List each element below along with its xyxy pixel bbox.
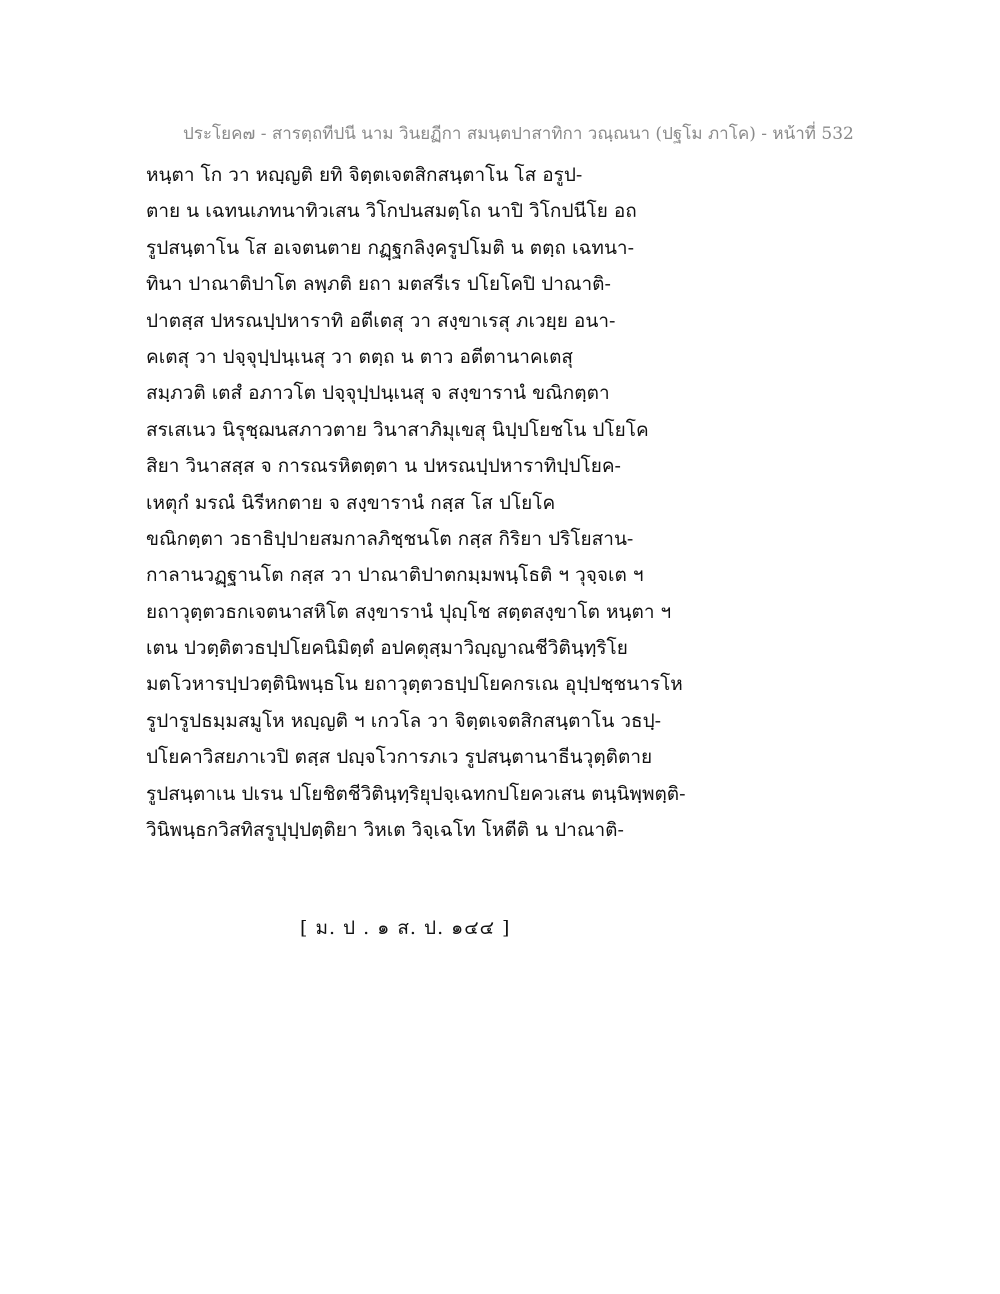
- footnote-reference: [ ม. ป . ๑ ส. ป. ๑๔๔ ]: [300, 917, 511, 939]
- text-line: ทินา ปาณาติปาโต ลพฺภติ ยถา มตสรีเร ปโยโคปิ ปาณาติ-: [146, 273, 611, 296]
- running-header: ประโยค๗ - สารตฺถทีปนี นาม วินยฏีกา สมนฺตปาสาทิกา วณฺณนา (ปฐโม ภาโค) - หน้าที่ 532: [183, 124, 854, 144]
- text-line: ตาย น เฉทนเภทนาทิวเสน วิโกปนสมตฺโถ นาปิ วิโกปนีโย อถ: [146, 200, 637, 223]
- text-line: ยถาวุตฺตวธกเจตนาสหิโต สงฺขารานํ ปุญฺโช สตฺตสงฺขาโต หนฺตา ฯ: [146, 600, 672, 623]
- text-line: ปโยคาวิสยภาเวปิ ตสฺส ปญฺจโวการภเว รูปสนฺตานาธีนวุตฺติตาย: [146, 746, 653, 769]
- text-line: สมฺภวติ เตสํ อภาวโต ปจฺจุปฺปนฺเนสุ จ สงฺขารานํ ขณิกตฺตา: [146, 382, 610, 405]
- text-line: กาลานวฏฺฐานโต กสฺส วา ปาณาติปาตกมฺมพนฺโธติ ฯ วุจฺจเต ฯ: [146, 564, 644, 587]
- text-line: รูปสนฺตาเน ปเรน ปโยชิตชีวิตินฺทฺริยุปจฺเฉทกปโยควเสน ตนฺนิพฺพตฺติ-: [146, 782, 686, 805]
- text-line: หนฺตา โก วา หญฺญติ ยทิ จิตฺตเจตสิกสนฺตาโน โส อรูป-: [146, 164, 583, 186]
- text-line: คเตสุ วา ปจฺจุปฺปนฺเนสุ วา ตตฺถ น ตาว อตีตานาคเตสุ: [146, 345, 574, 368]
- text-line: ขณิกตฺตา วธาธิปฺปายสมกาลภิชฺชนโต กสฺส กิริยา ปริโยสาน-: [146, 527, 634, 550]
- text-line: วินิพนฺธกวิสทิสรูปุปฺปตฺติยา วิหเต วิจฺเฉโท โหตีติ น ปาณาติ-: [146, 819, 624, 842]
- text-line: รูปารูปธมฺมสมูโห หญฺญติ ฯ เกวโล วา จิตฺตเจตสิกสนฺตาโน วธปฺ-: [146, 709, 662, 732]
- text-line: สรเสเนว นิรุชฺฌนสภาวตาย วินาสาภิมุเขสุ นิปฺปโยชโน ปโยโค: [146, 418, 649, 441]
- text-line: ปาตสฺส ปหรณปฺปหาราทิ อตีเตสุ วา สงฺขาเรสุ ภเวยฺย อนา-: [146, 309, 616, 332]
- text-line: เตน ปวตฺติตวธปฺปโยคนิมิตฺตํ อปคตุสฺมาวิญฺญาณชีวิตินฺทฺริโย: [146, 637, 628, 660]
- text-line: เหตุกํ มรณํ นิรีหกตาย จ สงฺขารานํ กสฺส โส ปโยโค: [146, 491, 556, 514]
- text-line: สิยา วินาสสฺส จ การณรหิตตฺตา น ปหรณปฺปหาราทิปฺปโยค-: [146, 455, 621, 478]
- text-line: มตโวหารปฺปวตฺตินิพนฺธโน ยถาวุตฺตวธปฺปโยคกรเณ อุปฺปชฺชนารโห: [146, 673, 683, 696]
- text-line: รูปสนฺตาโน โส อเจตนตาย กฏฺฐกลิงฺครูปโมติ น ตตฺถ เฉทนา-: [146, 236, 635, 259]
- body-text: [146, 157, 746, 848]
